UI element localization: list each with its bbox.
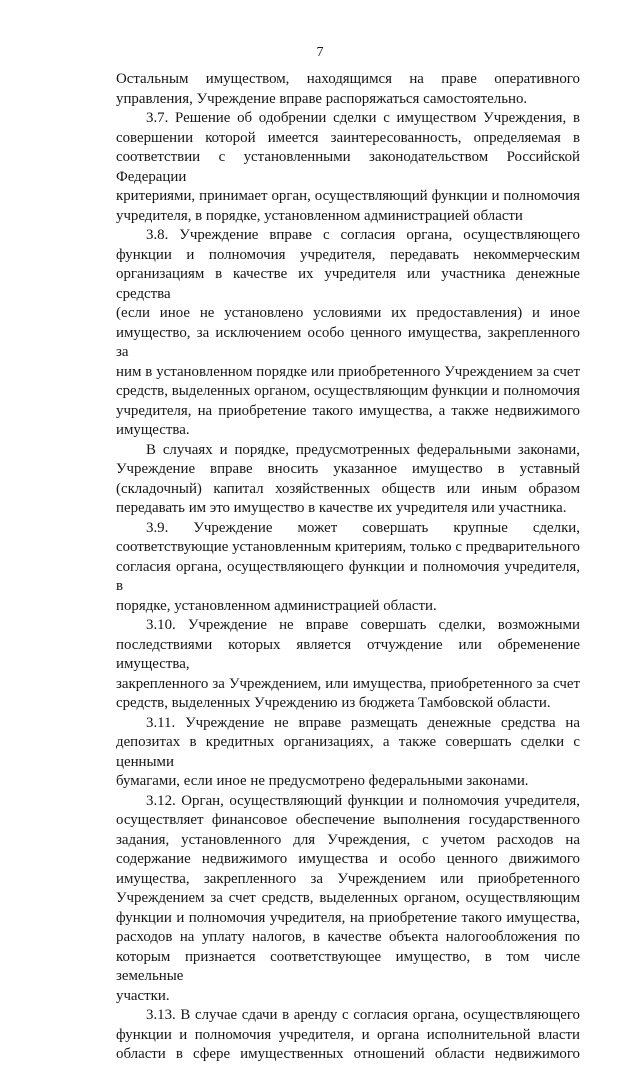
- document-body: [116, 70, 580, 1065]
- text-line: 3.11. Учреждение не вправе размещать денежные средства на: [146, 714, 580, 731]
- text-line: соответствующие установленным критериям, только с предварительного: [116, 539, 580, 555]
- text-line: последствиями которых является отчуждение или обременение имущества,: [116, 636, 580, 672]
- text-line: 3.9. Учреждение может совершать крупные сделки,: [146, 519, 580, 536]
- text-line: имущество, за исключением особо ценного имущества, закрепленного за: [116, 324, 580, 360]
- text-line: учредителя, на приобретение такого имущества, а также недвижимого: [116, 402, 580, 419]
- text-line: области в сфере имущественных отношений области недвижимого: [116, 1046, 580, 1062]
- text-line: организациям в качестве их учредителя или участника денежные средства: [116, 266, 580, 302]
- text-line: бумагами, если иное не предусмотрено федеральными законами.: [116, 773, 529, 789]
- text-line: 3.7. Решение об одобрении сделки с имуществом Учреждения, в: [146, 110, 580, 126]
- text-line: управления, Учреждение вправе распоряжаться самостоятельно.: [116, 90, 528, 107]
- text-line: расходов на уплату налогов, в качестве объекта налогообложения по: [116, 929, 580, 945]
- text-line: (складочный) капитал хозяйственных обществ или иным образом: [116, 480, 580, 497]
- text-line: совершении которой имеется заинтересованность, определяемая в: [116, 129, 580, 146]
- text-line: передавать им это имущество в качестве их учредителя или участника.: [116, 500, 567, 516]
- text-line: 3.10. Учреждение не вправе совершать сделки, возможными: [146, 617, 580, 633]
- text-line: соответствии с установленными законодательством Российской Федерации: [116, 149, 580, 185]
- text-line: осуществляет финансовое обеспечение выполнения государственного: [116, 812, 580, 828]
- text-line: средств, выделенных органом, осуществляющим функции и полномочия: [116, 383, 580, 399]
- text-line: имущества.: [116, 422, 190, 438]
- page-number: 7: [316, 45, 324, 60]
- text-line: закрепленного за Учреждением, или имущества, приобретенного за счет: [116, 675, 580, 692]
- text-line: имущества, закрепленного за Учреждением или приобретенного: [116, 870, 580, 887]
- text-line: В случаях и порядке, предусмотренных федеральными законами,: [146, 441, 580, 458]
- text-line: 3.13. В случае сдачи в аренду с согласия органа, осуществляющего: [146, 1007, 580, 1023]
- text-line: депозитах в кредитных организациях, а также совершать сделки с ценными: [116, 734, 580, 770]
- text-line: функции и полномочия учредителя, на приобретение такого имущества,: [116, 909, 580, 926]
- text-line: согласия органа, осуществляющего функции и полномочия учредителя, в: [116, 558, 580, 594]
- text-line: 3.12. Орган, осуществляющий функции и полномочия учредителя,: [146, 792, 580, 809]
- text-line: Остальным имуществом, находящимся на праве оперативного: [116, 71, 580, 87]
- text-line: участки.: [116, 987, 170, 1004]
- text-line: функции и полномочия учредителя, передавать некоммерческим: [116, 246, 580, 263]
- text-line: ним в установленном порядке или приобретенного Учреждением за счет: [116, 363, 580, 380]
- text-line: учредителя, в порядке, установленном администрацией области: [116, 207, 523, 224]
- text-line: Учреждением за счет средств, выделенных органом, осуществляющим: [116, 890, 580, 906]
- text-line: средств, выделенных Учреждению из бюджета Тамбовской области.: [116, 695, 551, 711]
- text-line: 3.8. Учреждение вправе с согласия органа, осуществляющего: [146, 227, 580, 243]
- text-line: задания, установленного для Учреждения, с учетом расходов на: [116, 831, 580, 848]
- text-line: функции и полномочия учредителя, и органа исполнительной власти: [116, 1026, 580, 1043]
- text-line: Учреждение вправе вносить указанное имущество в уставный: [116, 461, 580, 477]
- text-line: которым признается соответствующее имущество, в том числе земельные: [116, 948, 580, 984]
- text-line: критериями, принимает орган, осуществляющий функции и полномочия: [116, 188, 580, 204]
- text-line: (если иное не установлено условиями их предоставления) и иное: [116, 305, 580, 321]
- text-line: содержание недвижимого имущества и особо ценного движимого: [116, 851, 580, 867]
- text-line: порядке, установленном администрацией области.: [116, 597, 437, 614]
